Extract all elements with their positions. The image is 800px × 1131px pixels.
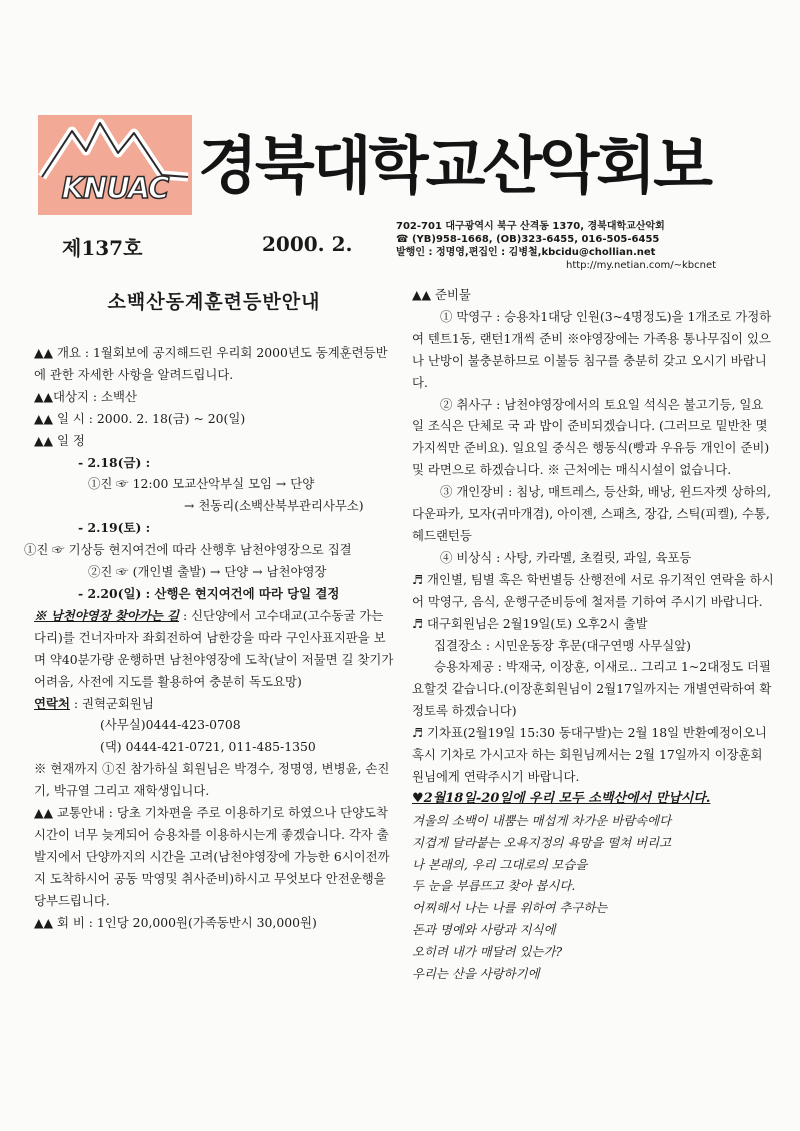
route-label: ※ 남천야영장 찾아가는 길 [34, 607, 180, 623]
note-daegu-departure: ♬ 대구회원님은 2월19일(토) 오후2시 출발 [412, 615, 648, 631]
destination: ▲▲대상지 : 소백산 [34, 388, 137, 404]
prep-personal-gear: ③ 개인장비 : 침낭, 매트레스, 등산화, 배낭, 윈드자켓 상하의, 다운파카, 모자(귀마개겸), 아이젠, 스패츠, 장갑, 스틱(피켈), 수통, 헤드랜턴등 [412, 484, 772, 543]
day2-line1: ①진 ☞ 기상등 현지여건에 따라 산행후 남천야영장으로 집결 [24, 542, 352, 558]
poem-line: 오히려 내가 매달려 있는가? [412, 944, 563, 960]
route-info [34, 605, 394, 693]
poem-line: 겨울의 소백이 내뿜는 매섭게 차가운 바람속에다 [412, 812, 672, 828]
poem-line: 지겹게 달라붙는 오욕지정의 욕망을 떨쳐 버리고 [412, 834, 672, 850]
note-coordination: ♬ 개인별, 팀별 혹은 학번별등 산행전에 서로 유기적인 연락을 하시어 막영구, 음식, 운행구준비등에 철저를 기하여 주시기 바랍니다. [412, 571, 774, 609]
contact-label: 연락처 [34, 695, 70, 711]
poem-line: 두 눈을 부릅뜨고 찾아 봅시다. [412, 878, 576, 894]
newsletter-title: 경북대학교산악회보 [198, 129, 711, 202]
poem-line: 어찌해서 나는 나를 위하여 추구하는 [412, 900, 608, 916]
fee: ▲▲ 회 비 : 1인당 20,000원(가족동반시 30,000원) [34, 914, 317, 930]
attendees: ※ 현재까지 ①진 참가하실 회원님은 박경수, 정명영, 변병윤, 손진기, 박규열 그리고 재학생입니다. [34, 761, 390, 799]
poem-line: 나 본래의, 우리 그대로의 모습을 [412, 856, 588, 872]
prep-title: ▲▲ 준비물 [412, 287, 471, 302]
overview: ▲▲ 개요 : 1월회보에 공지해드린 우리회 2000년도 동계훈련등반에 관한 자세한 사항을 알려드립니다. [34, 345, 388, 382]
day1-line2: → 천동리(소백산북부관리사무소) [184, 498, 364, 514]
publisher-address [396, 220, 776, 272]
article-headline: 소백산동계훈련등반안내 [107, 291, 321, 313]
day2-line2: ②진 ☞ (개인별 출발) → 단양 → 남천야영장 [88, 564, 327, 580]
contact-office: (사무실)0444-423-0708 [100, 717, 241, 733]
left-column [24, 286, 394, 933]
poem [412, 810, 774, 985]
phone-line: ☎ (YB)958-1668, (OB)323-6455, 016-505-6455 [396, 234, 660, 245]
contact-name: : 권혁군회원님 [69, 695, 154, 711]
prep-emergency-food: ④ 비상식 : 사탕, 카라멜, 초컬릿, 과일, 육포등 [440, 549, 692, 565]
contact-home: (댁) 0444-421-0721, 011-485-1350 [100, 739, 316, 755]
logo-text: KNUAC [61, 171, 169, 205]
day1-label: - 2.18(금) : [78, 454, 151, 470]
website-url: http://my.netian.com/~kbcnet [566, 260, 717, 271]
right-column [412, 284, 774, 985]
meeting-place: 집결장소 : 시민운동장 후문(대구연맹 사무실앞) [434, 637, 692, 653]
day1-line1: ①진 ☞ 12:00 모교산악부실 모임 → 단양 [88, 476, 315, 492]
knuac-logo [38, 115, 192, 215]
transport-info: ▲▲ 교통안내 : 당초 기차편을 주로 이용하기로 하였으나 단양도착시간이 너무 늦게되어 승용차를 이용하시는게 좋겠습니다. 각자 출발지에서 단양까지의 시간을 고려(남천야영장에 가능한 6시이전까지 도착하시어 공동 막영및 취사준비)하시고 무엇보다 안전운행을 당부드립니다. [34, 805, 390, 908]
prep-camping: ① 막영구 : 승용차1대당 인원(3~4명정도)을 1개조로 가정하여 텐트1동, 랜턴1개씩 준비 ※야영장에는 가족용 통나무집이 있으나 난방이 불충분하므로 이불등 침구를 충분히 갖고 오시기 바랍니다. [412, 308, 772, 390]
schedule-title: ▲▲ 일 정 [34, 432, 85, 448]
car-providers: 승용차제공 : 박재국, 이장훈, 이새로.. 그리고 1~2대정도 더필요할것 같습니다.(이장훈회원님이 2월17일까지는 개별연락하여 확정토록 하겠습니다) [412, 659, 772, 719]
contact [34, 693, 394, 715]
address-line: 702-701 대구광역시 북구 산격동 1370, 경북대학교산악회 [396, 221, 665, 232]
prep-cooking: ② 취사구 : 남천야영장에서의 토요일 석식은 불고기등, 일요일 조식은 단체로 국 과 밥이 준비되겠습니다. (그러므로 밑반찬 몇가지씩만 준비요). 일요일 중식은 행동식(빵과 우유등 개인이 준비) 및 라면으로 하겠습니다. ※ 근처에는 매식시설이 없습니다. [412, 396, 770, 478]
slogan: ♥2월18일-20일에 우리 모두 소백산에서 만납시다. [412, 790, 711, 806]
train-ticket: ♬ 기차표(2월19일 15:30 동대구발)는 2월 18일 반환예정이오니 혹시 기차로 가시고자 하는 회원님께서는 2월 17일까지 이장훈회원님에게 연락주시기 바랍니다. [412, 725, 767, 784]
dates: ▲▲ 일 시 : 2000. 2. 18(금) ~ 20(일) [34, 410, 246, 426]
route-text: : 신단양에서 고수대교(고수동굴 가는다리)를 건너자마자 좌회전하여 남한강을 따라 구인사표지판을 보며 약40분가량 운행하면 남천야영장에 도착(날이 저물면 길 찾기가 어려움, 사전에 지도를 활용하여 충분히 독도요망) [34, 607, 394, 689]
day2-label: - 2.19(토) : [78, 520, 151, 536]
publisher-line: 발행인 : 정명영,편집인 : 김병철,kbcidu@chollian.net [396, 247, 656, 258]
poem-line: 우리는 산을 사랑하기에 [412, 966, 540, 982]
issue-number: 제137호 [62, 236, 143, 260]
issue-date: 2000. 2. [262, 232, 353, 256]
poem-line: 돈과 명예와 사랑과 지식에 [412, 922, 556, 938]
day3: - 2.20(일) : 산행은 현지여건에 따라 당일 결정 [78, 585, 340, 601]
